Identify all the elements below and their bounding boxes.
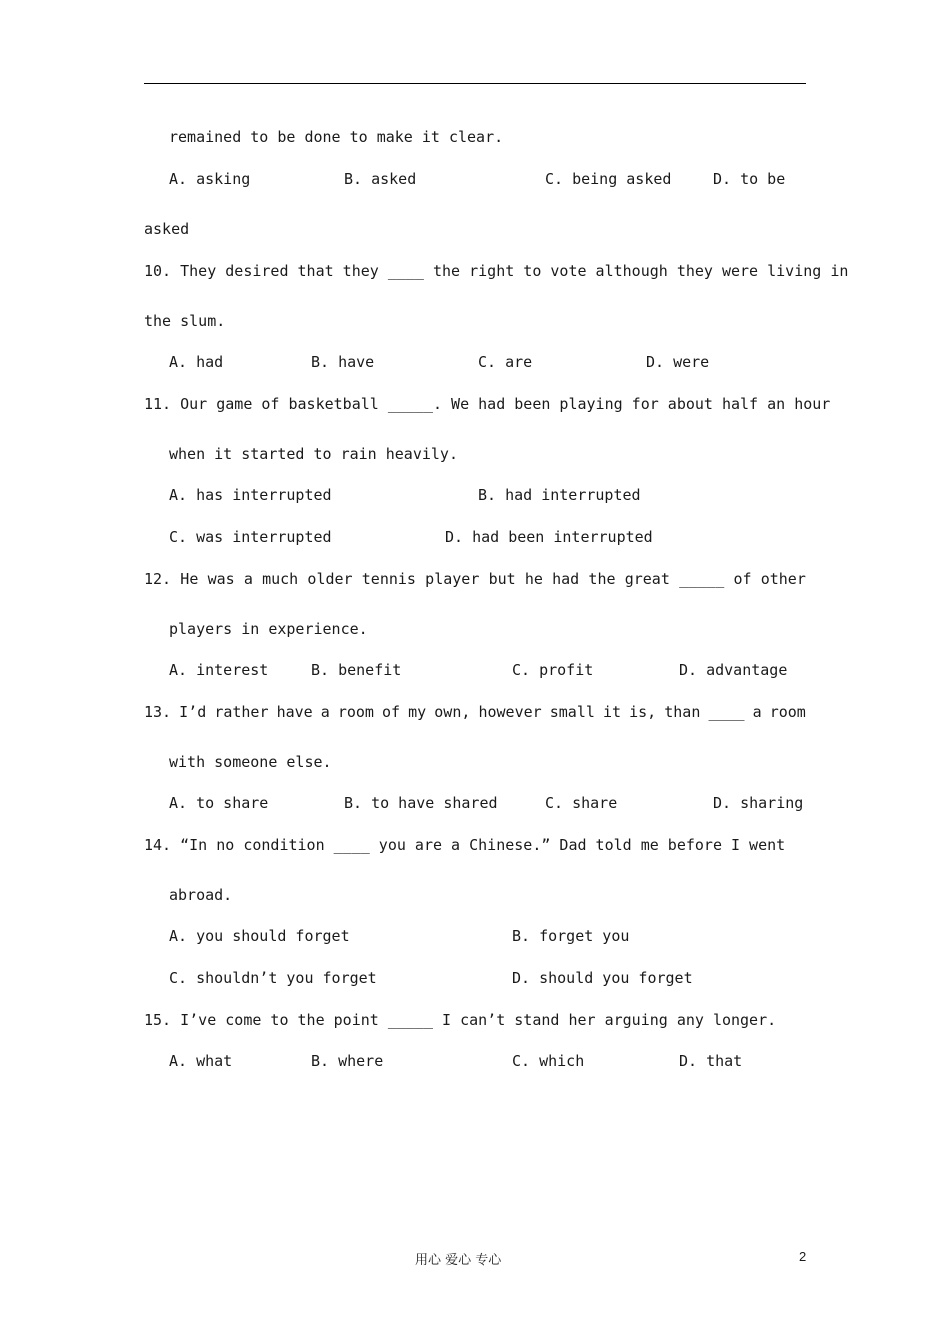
page-number: 2 bbox=[799, 1249, 807, 1264]
q15-option-a[interactable]: A. what bbox=[169, 1052, 233, 1070]
q12-stem-word: great bbox=[624, 570, 670, 588]
q12-stem-word: was bbox=[207, 570, 235, 588]
q14-option-a[interactable]: A. you should forget bbox=[169, 927, 350, 945]
q12-stem-word: the bbox=[588, 570, 616, 588]
q13-stem-word: a bbox=[320, 703, 330, 721]
footer-motto: 用心 爱心 专心 bbox=[415, 1253, 502, 1268]
q12-stem-word: player bbox=[425, 570, 480, 588]
q13-stem-word: 13. bbox=[144, 703, 172, 721]
q12-stem-word: of bbox=[733, 570, 752, 588]
q14-option-b[interactable]: B. forget you bbox=[512, 927, 630, 945]
q14-stem-cont: abroad. bbox=[169, 886, 233, 904]
q13-stem-word: small bbox=[549, 703, 595, 721]
q13-option-b[interactable]: B. to have shared bbox=[344, 794, 498, 812]
q13-option-d[interactable]: D. sharing bbox=[713, 794, 804, 812]
q15-option-d[interactable]: D. that bbox=[679, 1052, 743, 1070]
q9-option-d-wrap: asked bbox=[144, 220, 190, 238]
q11-option-c[interactable]: C. was interrupted bbox=[169, 528, 332, 546]
q9-option-a[interactable]: A. asking bbox=[169, 170, 251, 188]
q12-stem-word: but bbox=[488, 570, 516, 588]
q13-stem-word: room bbox=[769, 703, 806, 721]
q11-stem: 11. Our game of basketball _____. We had been playing for about half an hour bbox=[144, 395, 831, 413]
q13-stem-word: my bbox=[408, 703, 427, 721]
q14-option-d[interactable]: D. should you forget bbox=[512, 969, 693, 987]
q12-stem-cont: players in experience. bbox=[169, 620, 368, 638]
q12-stem bbox=[144, 570, 806, 588]
q10-option-a[interactable]: A. had bbox=[169, 353, 224, 371]
q12-option-b[interactable]: B. benefit bbox=[311, 661, 402, 679]
q13-stem-word: have bbox=[276, 703, 313, 721]
q12-stem-word: He bbox=[180, 570, 199, 588]
q11-option-d[interactable]: D. had been interrupted bbox=[445, 528, 653, 546]
q13-stem-word: ____ bbox=[708, 703, 745, 721]
q13-stem-word: room bbox=[337, 703, 374, 721]
q13-stem-word: is, bbox=[629, 703, 657, 721]
q14-option-c[interactable]: C. shouldn’t you forget bbox=[169, 969, 377, 987]
q12-stem-word: tennis bbox=[361, 570, 416, 588]
q13-option-a[interactable]: A. to share bbox=[169, 794, 269, 812]
q13-stem-word: it bbox=[602, 703, 622, 721]
header-rule bbox=[144, 83, 806, 84]
q11-stem-cont: when it started to rain heavily. bbox=[169, 445, 458, 463]
q12-stem-word: _____ bbox=[679, 570, 725, 588]
q12-stem-word: other bbox=[760, 570, 806, 588]
q12-stem-word: 12. bbox=[144, 570, 172, 588]
q13-stem-word: rather bbox=[214, 703, 269, 721]
q13-stem-word: own, bbox=[434, 703, 471, 721]
q9-continuation: remained to be done to make it clear. bbox=[169, 128, 504, 146]
q12-stem-word: older bbox=[307, 570, 353, 588]
q12-option-a[interactable]: A. interest bbox=[169, 661, 269, 679]
q9-option-c[interactable]: C. being asked bbox=[545, 170, 672, 188]
q13-stem-word: than bbox=[664, 703, 701, 721]
q12-stem-word: had bbox=[552, 570, 580, 588]
q12-stem-word: a bbox=[243, 570, 253, 588]
q13-stem bbox=[144, 703, 806, 721]
q12-option-c[interactable]: C. profit bbox=[512, 661, 594, 679]
q13-stem-cont: with someone else. bbox=[169, 753, 332, 771]
q11-option-b[interactable]: B. had interrupted bbox=[478, 486, 641, 504]
q10-option-d[interactable]: D. were bbox=[646, 353, 710, 371]
q9-option-b[interactable]: B. asked bbox=[344, 170, 417, 188]
q12-stem-word: he bbox=[524, 570, 543, 588]
q11-option-a[interactable]: A. has interrupted bbox=[169, 486, 332, 504]
q14-stem: 14. “In no condition ____ you are a Chinese.” Dad told me before I went bbox=[144, 836, 786, 854]
q15-option-c[interactable]: C. which bbox=[512, 1052, 585, 1070]
q13-stem-word: I’d bbox=[179, 703, 207, 721]
q13-stem-word: a bbox=[752, 703, 762, 721]
q10-stem: 10. They desired that they ____ the right to vote although they were living in bbox=[144, 262, 849, 280]
q10-option-c[interactable]: C. are bbox=[478, 353, 533, 371]
q15-stem: 15. I’ve come to the point _____ I can’t stand her arguing any longer. bbox=[144, 1011, 777, 1029]
q9-option-d[interactable]: D. to be bbox=[713, 170, 786, 188]
q10-option-b[interactable]: B. have bbox=[311, 353, 375, 371]
q12-option-d[interactable]: D. advantage bbox=[679, 661, 788, 679]
q12-stem-word: much bbox=[262, 570, 299, 588]
q10-stem-cont: the slum. bbox=[144, 312, 226, 330]
q13-option-c[interactable]: C. share bbox=[545, 794, 618, 812]
q15-option-b[interactable]: B. where bbox=[311, 1052, 384, 1070]
q13-stem-word: however bbox=[478, 703, 542, 721]
q13-stem-word: of bbox=[382, 703, 401, 721]
